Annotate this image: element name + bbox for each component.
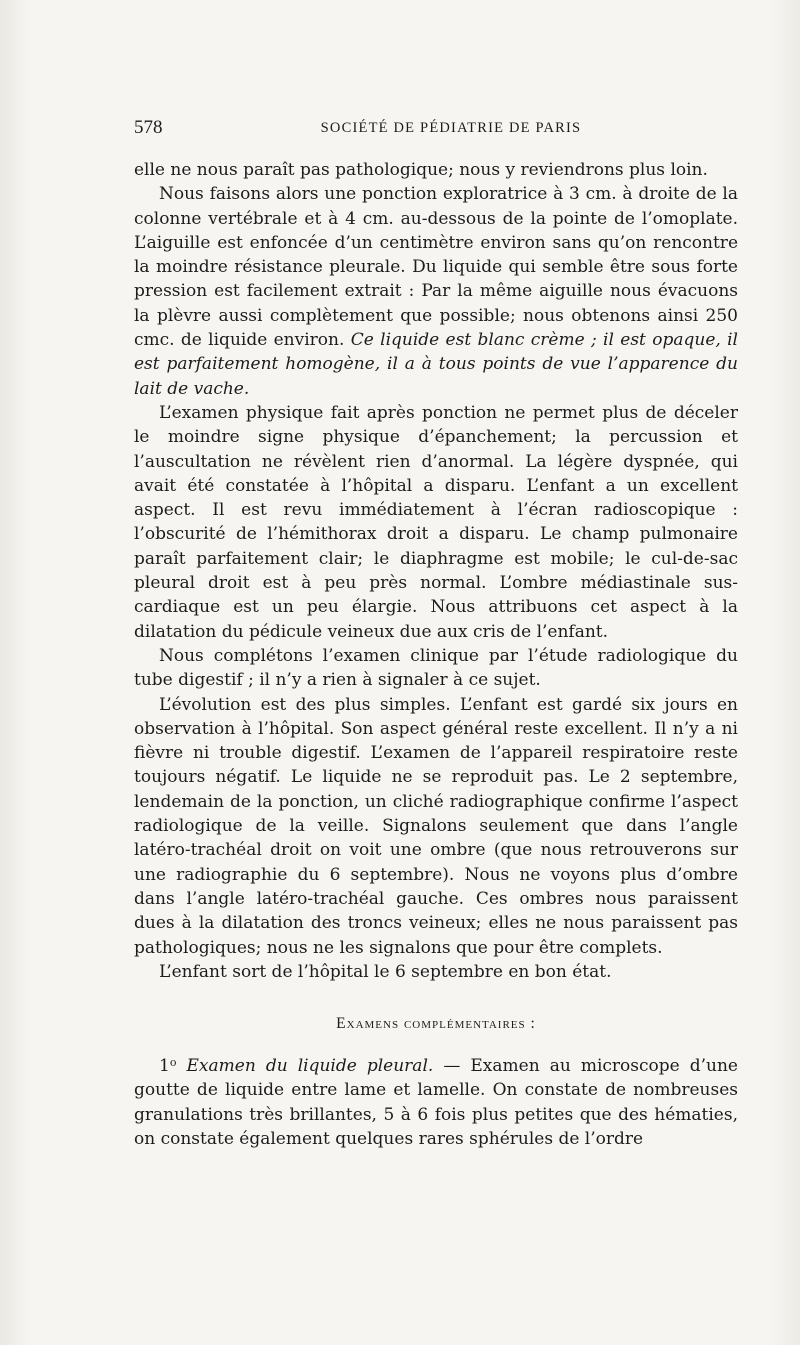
- paragraph-5: L’évolution est des plus simples. L’enfant est gardé six jours en observation à l’hôpital. Son aspect général reste excellent. Il n’y a ni fièvre ni trouble digestif. L’examen de l’appareil respiratoire reste toujours négatif. Le liquide ne se reproduit pas. Le 2 septembre, lendemain de la ponction, un cliché radiographique confirme l’aspect radiologique de la veille. Signalons seulement que dans l’angle latéro-trachéal droit on voit une ombre (que nous retrouverons sur une radiographie du 6 septembre). Nous ne voyons plus d’ombre dans l’angle latéro-trachéal gauche. Ces ombres nous paraissent dues à la dilatation des troncs veineux; elles ne nous paraissent pas pathologiques; nous ne les signalons que pour être complets.: [134, 694, 738, 958]
- item-text: — Examen au microscope d’une goutte de liquide entre lame et lamelle. On constate de nombreuses granulations très brillantes, 5 à 6 fois plus petites que des hématies, on constate également quelques rares sphérules de l’ordre: [134, 1056, 738, 1149]
- paragraph-6: L’enfant sort de l’hôpital le 6 septembre en bon état.: [159, 961, 612, 982]
- section-item-1: [134, 1054, 738, 1151]
- running-title: SOCIÉTÉ DE PÉDIATRIE DE PARIS: [320, 120, 582, 136]
- paragraph-3: L’examen physique fait après ponction ne permet plus de déceler le moindre signe physique d’épanchement; la percussion et l’auscultation ne révèlent rien d’anormal. La légère dyspnée, qui avait été constatée à l’hôpital a disparu. L’enfant a un excellent aspect. Il est revu immédiatement à l’écran radioscopique : l’obscurité de l’hémithorax droit a disparu. Le champ pulmonaire paraît parfaitement clair; le diaphragme est mobile; le cul-de-sac pleural droit est à peu près normal. L’ombre médiastinale sus-cardiaque est un peu élargie. Nous attribuons cet aspect à la dilatation du pédicule veineux due aux cris de l’enfant.: [134, 402, 738, 642]
- item-number-sup: o: [169, 1056, 177, 1069]
- paragraph-2: [134, 182, 738, 401]
- item-number: 1: [159, 1056, 170, 1076]
- page-number: 578: [134, 117, 163, 138]
- paragraph-2-italic: Ce liquide est blanc crème ; il est opaque, il est parfaitement homogène, il a à tous points de vue l’apparence du lait de vache.: [134, 330, 738, 399]
- paragraph-1: elle ne nous paraît pas pathologique; nous y reviendrons plus loin.: [134, 160, 708, 180]
- paragraph-4: Nous complétons l’examen clinique par l’étude radiologique du tube digestif ; il n’y a rien à signaler à ce sujet.: [134, 645, 738, 691]
- section-text: [134, 1054, 738, 1151]
- paragraph-2-text: Nous faisons alors une ponction exploratrice à 3 cm. à droite de la colonne vertébrale et à 4 cm. au-dessous de la pointe de l’omoplate. L’aiguille est enfoncée d’un centimètre environ sans qu’on rencontre la moindre résistance pleurale. Du liquide qui semble être sous forte pression est facilement extrait : Par la même aiguille nous évacuons la plèvre aussi complètement que possible; nous obtenons ainsi 250 cmc. de liquide environ.: [134, 184, 738, 351]
- section-title: Examens complémentaires :: [336, 1015, 536, 1032]
- page-header: [134, 117, 738, 141]
- item-title: Examen du liquide pleural.: [186, 1056, 434, 1076]
- body-text: [134, 158, 738, 984]
